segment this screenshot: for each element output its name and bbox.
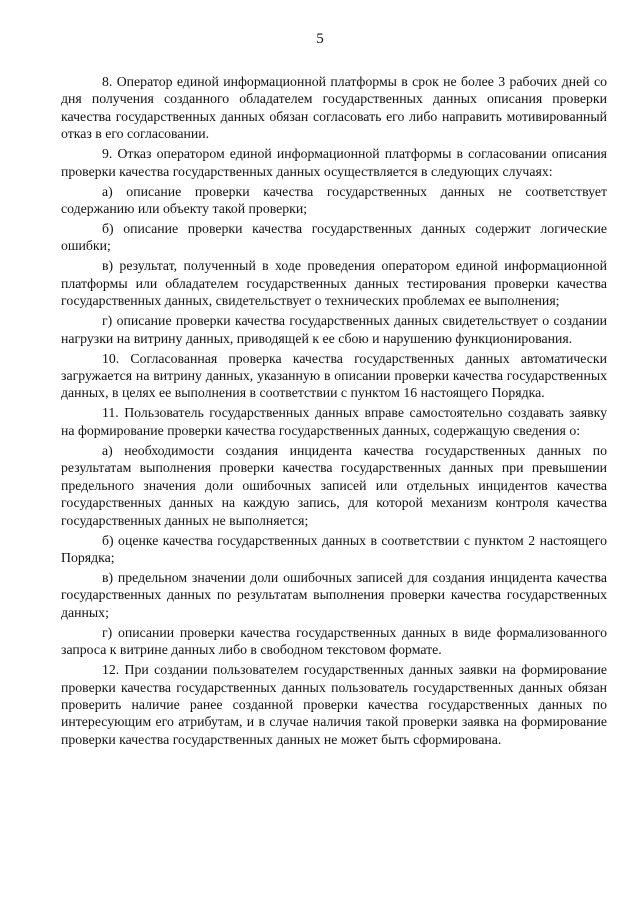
paragraph-9: 9. Отказ оператором единой информационной платформы в согласовании описания проверки качества государственных данных осуществляется в следующих случаях: bbox=[61, 146, 607, 179]
paragraph-12: 12. При создании пользователем государственных данных заявки на формирование проверки качества государственных данных пользователь государственных данных обязан проверить наличие ранее созданной проверки качества государственных данных по интересующим его атрибутам, и в случае наличия такой проверки заявка на формирование проверки качества государственных данных не может быть сформирована. bbox=[61, 662, 607, 747]
paragraph-11-v: в) предельном значении доли ошибочных записей для создания инцидента качества государственных данных по результатам выполнения проверки качества государственных данных; bbox=[61, 569, 607, 620]
paragraph-8: 8. Оператор единой информационной платформы в срок не более 3 рабочих дней со дня получения созданного обладателем государственных данных описания проверки качества государственных данных обязан согласовать его либо направить мотивированный отказ в его согласовании. bbox=[61, 74, 607, 142]
paragraph-11: 11. Пользователь государственных данных вправе самостоятельно создавать заявку на формирование проверки качества государственных данных, содержащую сведения о: bbox=[61, 405, 607, 438]
paragraph-9-b: б) описание проверки качества государственных данных содержит логические ошибки; bbox=[61, 221, 607, 254]
paragraph-11-a: а) необходимости создания инцидента качества государственных данных по результатам выполнения проверки качества государственных данных при превышении предельного значения доли ошибочных записей или отдельных инцидентов качества государственных данных на каждую запись, для которой механизм контроля качества государственных данных не выполняется; bbox=[61, 442, 607, 528]
paragraph-9-g: г) описание проверки качества государственных данных свидетельствует о создании нагрузки на витрину данных, приводящей к ее сбою и нарушению функционирования. bbox=[61, 313, 607, 346]
paragraph-11-g: г) описании проверки качества государственных данных в виде формализованного запроса к витрине данных либо в свободном текстовом формате. bbox=[61, 624, 607, 658]
paragraph-11-b: б) оценке качества государственных данных в соответствии с пунктом 2 настоящего Порядка; bbox=[61, 532, 607, 565]
paragraph-9-a: а) описание проверки качества государственных данных не соответствует содержанию или объекту такой проверки; bbox=[61, 183, 607, 217]
paragraph-10: 10. Согласованная проверка качества государственных данных автоматически загружается на витрину данных, указанную в описании проверки качества государственных данных, в целях ее выполнения в соответствии с пунктом 16 настоящего Порядка. bbox=[61, 350, 607, 401]
page-number: 5 bbox=[316, 31, 324, 47]
paragraph-9-v: в) результат, полученный в ходе проведения оператором единой информационной платформы или обладателем государственных данных тестирования проверки качества государственных данных, свидетельствует о технических проблемах ее выполнения; bbox=[61, 258, 607, 309]
document-body bbox=[61, 73, 607, 751]
